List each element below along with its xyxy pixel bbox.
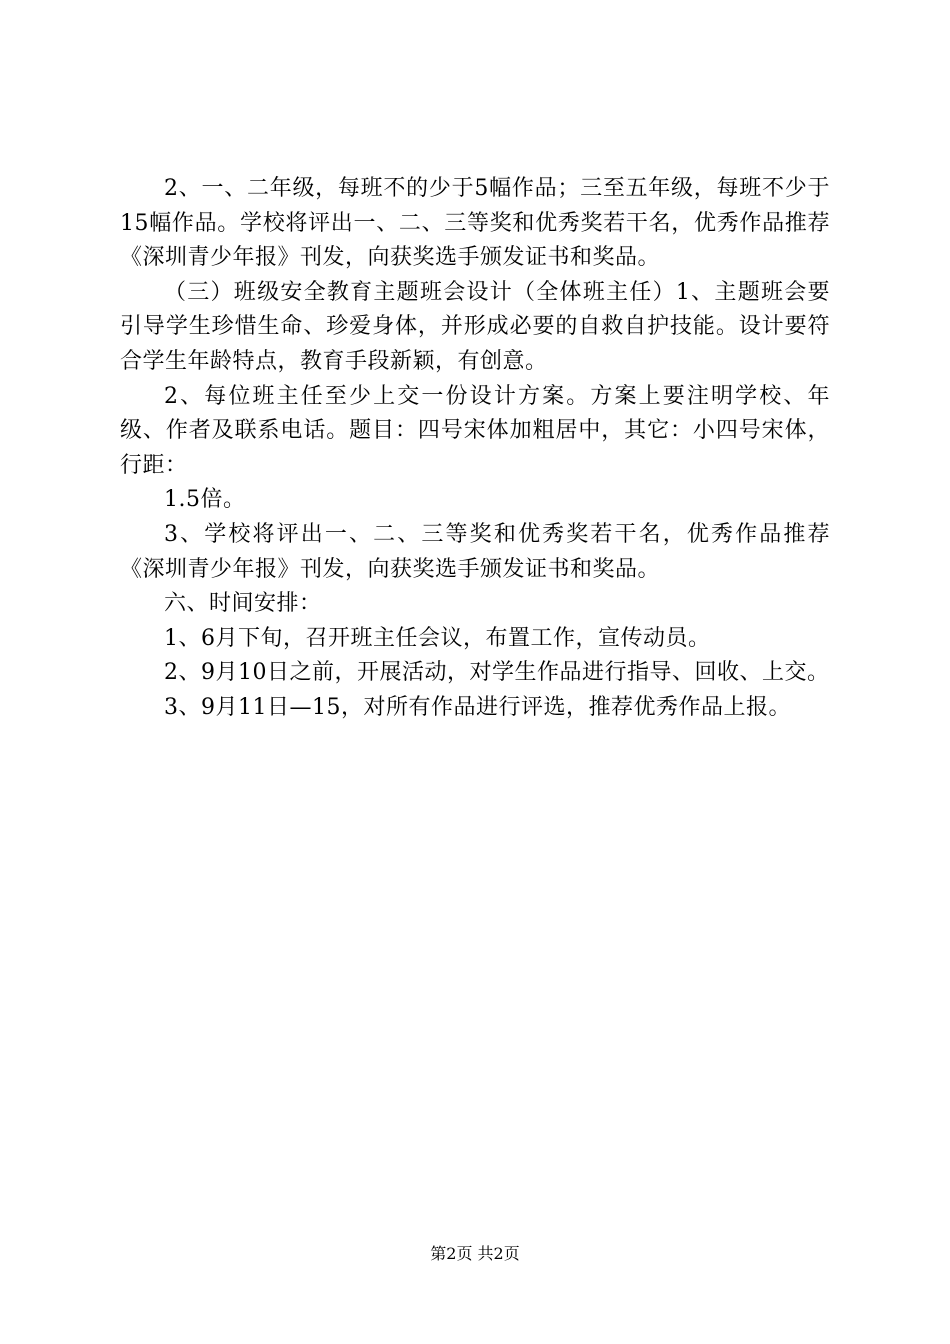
document-body xyxy=(120,172,830,726)
paragraph-4: 1.5倍。 xyxy=(164,487,246,513)
paragraph-1: 2、一、二年级，每班不的少于5幅作品；三至五年级，每班不少于15幅作品。学校将评出一、二、三等奖和优秀奖若干名，优秀作品推荐《深圳青少年报》刊发，向获奖选手颁发证书和奖品。 xyxy=(120,176,830,271)
paragraph-7: 1、6月下旬，召开班主任会议，布置工作，宣传动员。 xyxy=(164,625,711,651)
paragraph-5: 3、学校将评出一、二、三等奖和优秀奖若干名，优秀作品推荐《深圳青少年报》刊发，向获奖选手颁发证书和奖品。 xyxy=(120,521,830,582)
paragraph-8: 2、9月10日之前，开展活动，对学生作品进行指导、回收、上交。 xyxy=(164,660,830,686)
paragraph-9: 3、9月11日—15，对所有作品进行评选，推荐优秀作品上报。 xyxy=(164,694,791,720)
paragraph-3: 2、每位班主任至少上交一份设计方案。方案上要注明学校、年级、作者及联系电话。题目：四号宋体加粗居中，其它：小四号宋体，行距： xyxy=(120,383,830,478)
section-heading-schedule: 六、时间安排： xyxy=(164,591,322,617)
page-footer: 第2页 共2页 xyxy=(430,1244,520,1263)
paragraph-2: （三）班级安全教育主题班会设计（全体班主任）1、主题班会要引导学生珍惜生命、珍爱身体，并形成必要的自救自护技能。设计要符合学生年龄特点，教育手段新颖，有创意。 xyxy=(120,279,830,374)
